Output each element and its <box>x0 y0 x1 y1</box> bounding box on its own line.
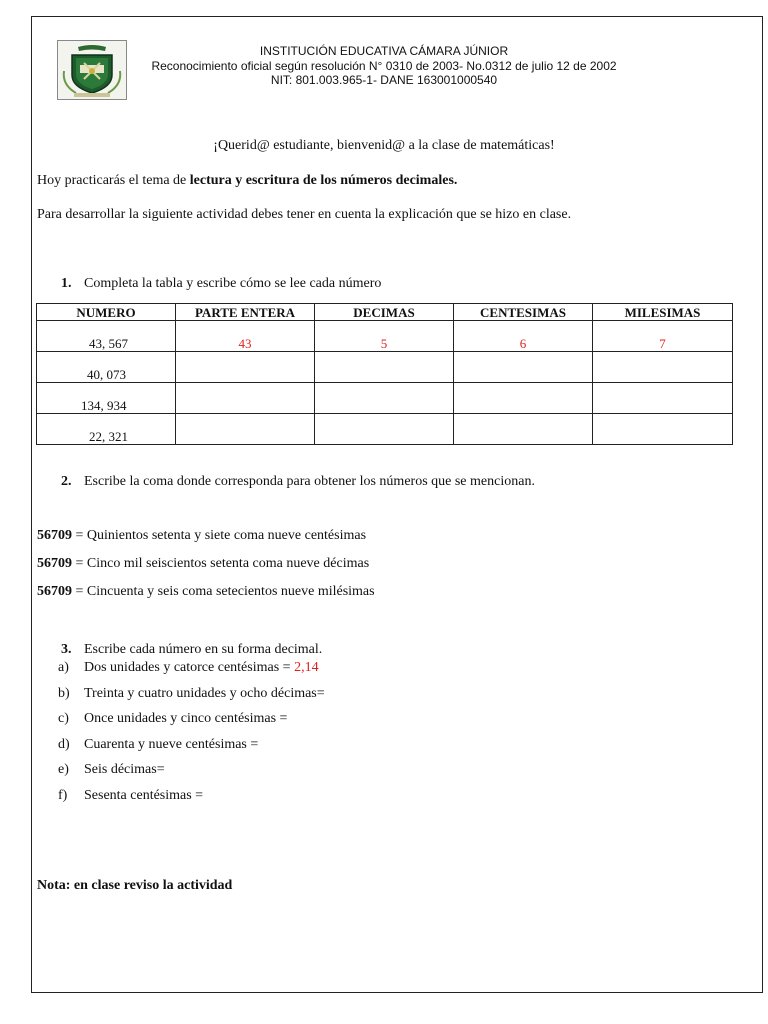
instructions: Para desarrollar la siguiente actividad debes tener en cuenta la explicación que se hizo en clase. <box>37 207 572 222</box>
item-letter: a) <box>58 660 69 675</box>
section-2-title: Escribe la coma donde corresponda para obtener los números que se mencionan. <box>84 474 535 489</box>
section-3-heading <box>61 641 322 659</box>
page-frame <box>31 16 763 993</box>
comma-item-number: 56709 <box>37 556 72 571</box>
item-letter: b) <box>58 686 70 701</box>
comma-item-text: = Cinco mil seiscientos setenta coma nueve décimas <box>72 556 370 571</box>
comma-item <box>37 583 375 601</box>
cell-decimas[interactable] <box>315 383 454 414</box>
institution-name: INSTITUCIÓN EDUCATIVA CÁMARA JÚNIOR <box>259 44 509 58</box>
comma-item-number: 56709 <box>37 528 72 543</box>
cell-number: 43, 567 <box>37 321 176 352</box>
column-header-milesimas: MILESIMAS <box>593 304 733 321</box>
decimal-item <box>58 761 165 779</box>
cell-centesimas[interactable] <box>454 383 593 414</box>
section-3-number: 3. <box>61 642 72 657</box>
intro-prefix: Hoy practicarás el tema de <box>37 173 190 188</box>
cell-decimas[interactable] <box>315 414 454 445</box>
cell-entera[interactable]: 43 <box>176 321 315 352</box>
item-letter: d) <box>58 737 70 752</box>
cell-decimas[interactable]: 5 <box>315 321 454 352</box>
comma-item <box>37 527 366 545</box>
cell-milesimas[interactable] <box>593 414 733 445</box>
cell-milesimas[interactable] <box>593 352 733 383</box>
section-1-number: 1. <box>61 276 72 291</box>
item-text: Dos unidades y catorce centésimas = <box>84 660 295 675</box>
decimal-item <box>58 736 258 754</box>
section-3-title: Escribe cada número en su forma decimal. <box>84 642 323 657</box>
table-row <box>37 414 733 445</box>
cell-centesimas[interactable]: 6 <box>454 321 593 352</box>
decimal-item <box>58 659 319 677</box>
table-row <box>37 352 733 383</box>
cell-milesimas[interactable] <box>593 383 733 414</box>
item-letter: c) <box>58 711 69 726</box>
item-letter: e) <box>58 762 69 777</box>
column-header-numero: NUMERO <box>37 304 176 321</box>
table-row <box>37 321 733 352</box>
intro-topic: lectura y escritura de los números decimales. <box>189 173 458 188</box>
decimal-item <box>58 710 287 728</box>
note: Nota: en clase reviso la actividad <box>37 878 233 893</box>
comma-item-number: 56709 <box>37 584 72 599</box>
column-header-centesimas: CENTESIMAS <box>454 304 593 321</box>
decimal-item <box>58 685 325 703</box>
comma-item <box>37 555 369 573</box>
comma-item-text: = Cincuenta y seis coma setecientos nueve milésimas <box>72 584 375 599</box>
table-header-row <box>37 304 733 321</box>
section-2-heading <box>61 473 535 491</box>
cell-centesimas[interactable] <box>454 414 593 445</box>
nit-text: NIT: 801.003.965-1- DANE 163001000540 <box>270 73 498 87</box>
item-text: Cuarenta y nueve centésimas = <box>84 737 259 752</box>
table-row <box>37 383 733 414</box>
item-text: Treinta y cuatro unidades y ocho décimas= <box>84 686 325 701</box>
item-text: Seis décimas= <box>84 762 165 777</box>
recognition-text: Reconocimiento oficial según resolución N° 0310 de 2003- No.0312 de julio 12 de 2002 <box>151 58 617 73</box>
section-1-heading <box>61 275 381 293</box>
school-logo <box>57 40 127 100</box>
decimal-table <box>36 303 733 445</box>
cell-centesimas[interactable] <box>454 352 593 383</box>
section-2-number: 2. <box>61 474 72 489</box>
cell-number: 22, 321 <box>37 414 176 445</box>
greeting: ¡Querid@ estudiante, bienvenid@ a la clase de matemáticas! <box>213 138 555 153</box>
column-header-decimas: DECIMAS <box>315 304 454 321</box>
cell-number: 40, 073 <box>37 352 176 383</box>
item-text: Sesenta centésimas = <box>84 788 204 803</box>
cell-decimas[interactable] <box>315 352 454 383</box>
decimal-item <box>58 787 203 805</box>
item-answer[interactable]: 2,14 <box>294 660 319 675</box>
cell-entera[interactable] <box>176 383 315 414</box>
cell-milesimas[interactable]: 7 <box>593 321 733 352</box>
item-text: Once unidades y cinco centésimas = <box>84 711 288 726</box>
document-header <box>130 44 638 88</box>
intro-paragraph <box>37 172 457 190</box>
cell-entera[interactable] <box>176 414 315 445</box>
item-letter: f) <box>58 788 68 803</box>
cell-number: 134, 934 <box>37 383 176 414</box>
cell-entera[interactable] <box>176 352 315 383</box>
comma-item-text: = Quinientos setenta y siete coma nueve centésimas <box>72 528 367 543</box>
section-1-title: Completa la tabla y escribe cómo se lee cada número <box>84 276 382 291</box>
column-header-parte-entera: PARTE ENTERA <box>176 304 315 321</box>
